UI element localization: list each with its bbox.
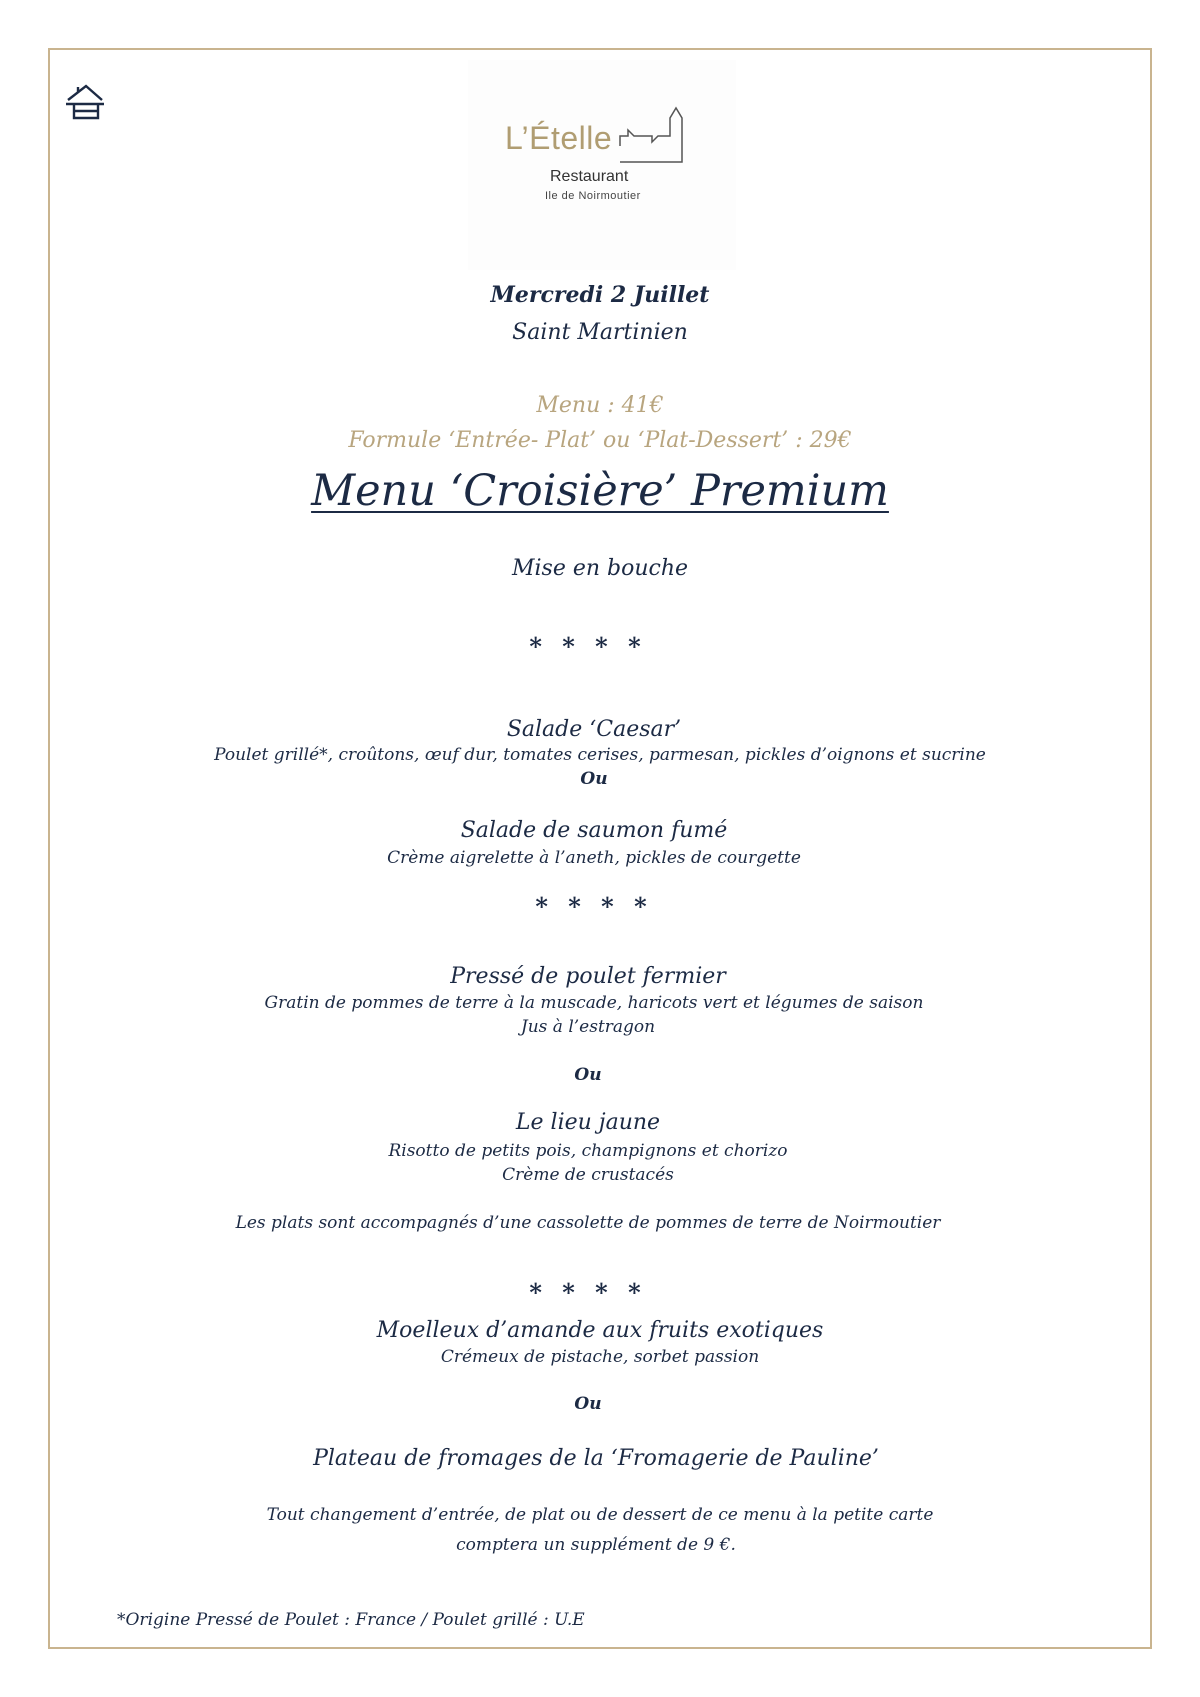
plat-name: Pressé de poulet fermier xyxy=(450,964,726,989)
plat-desc: Gratin de pommes de terre à la muscade, haricots vert et légumes de saison xyxy=(264,993,924,1013)
church-icon xyxy=(618,106,694,166)
logo-subtitle: Restaurant xyxy=(550,168,629,185)
or-label: Ou xyxy=(580,769,608,789)
formule-price: Formule ‘Entrée- Plat’ ou ‘Plat-Dessert’ : 29€ xyxy=(348,428,852,453)
or-label: Ou xyxy=(574,1394,602,1414)
plat-name: Le lieu jaune xyxy=(515,1110,661,1135)
restaurant-logo xyxy=(468,60,736,270)
origin-footnote: *Origine Pressé de Poulet : France / Poulet grillé : U.E xyxy=(117,1610,585,1630)
separator: * * * * xyxy=(529,632,647,661)
separator: * * * * xyxy=(529,1278,647,1307)
separator: * * * * xyxy=(535,892,653,921)
logo-location: Ile de Noirmoutier xyxy=(545,190,641,202)
mise-en-bouche: Mise en bouche xyxy=(511,556,689,581)
or-label: Ou xyxy=(574,1065,602,1085)
supplement-note: comptera un supplément de 9 €. xyxy=(456,1535,736,1555)
menu-title: Menu ‘Croisière’ Premium xyxy=(311,466,889,516)
entree-desc: Crème aigrelette à l’aneth, pickles de courgette xyxy=(387,848,801,868)
menu-price: Menu : 41€ xyxy=(536,393,664,418)
plats-note: Les plats sont accompagnés d’une cassolette de pommes de terre de Noirmoutier xyxy=(235,1213,941,1233)
logo-name: L’Ételle xyxy=(505,120,613,156)
plat-desc: Risotto de petits pois, champignons et chorizo xyxy=(388,1141,788,1161)
dessert-name: Plateau de fromages de la ‘Fromagerie de Pauline’ xyxy=(313,1446,879,1471)
saint-of-day: Saint Martinien xyxy=(512,320,688,345)
dessert-desc: Crémeux de pistache, sorbet passion xyxy=(440,1347,760,1367)
house-icon xyxy=(64,82,106,122)
dessert-name: Moelleux d’amande aux fruits exotiques xyxy=(376,1318,824,1343)
menu-date: Mercredi 2 Juillet xyxy=(490,282,710,308)
entree-name: Salade ‘Caesar’ xyxy=(506,717,682,742)
entree-desc: Poulet grillé*, croûtons, œuf dur, tomates cerises, parmesan, pickles d’oignons et sucrine xyxy=(214,745,986,765)
supplement-note: Tout changement d’entrée, de plat ou de dessert de ce menu à la petite carte xyxy=(266,1505,934,1525)
entree-name: Salade de saumon fumé xyxy=(460,818,728,843)
plat-sauce: Crème de crustacés xyxy=(502,1165,674,1185)
plat-sauce: Jus à l’estragon xyxy=(520,1017,656,1037)
